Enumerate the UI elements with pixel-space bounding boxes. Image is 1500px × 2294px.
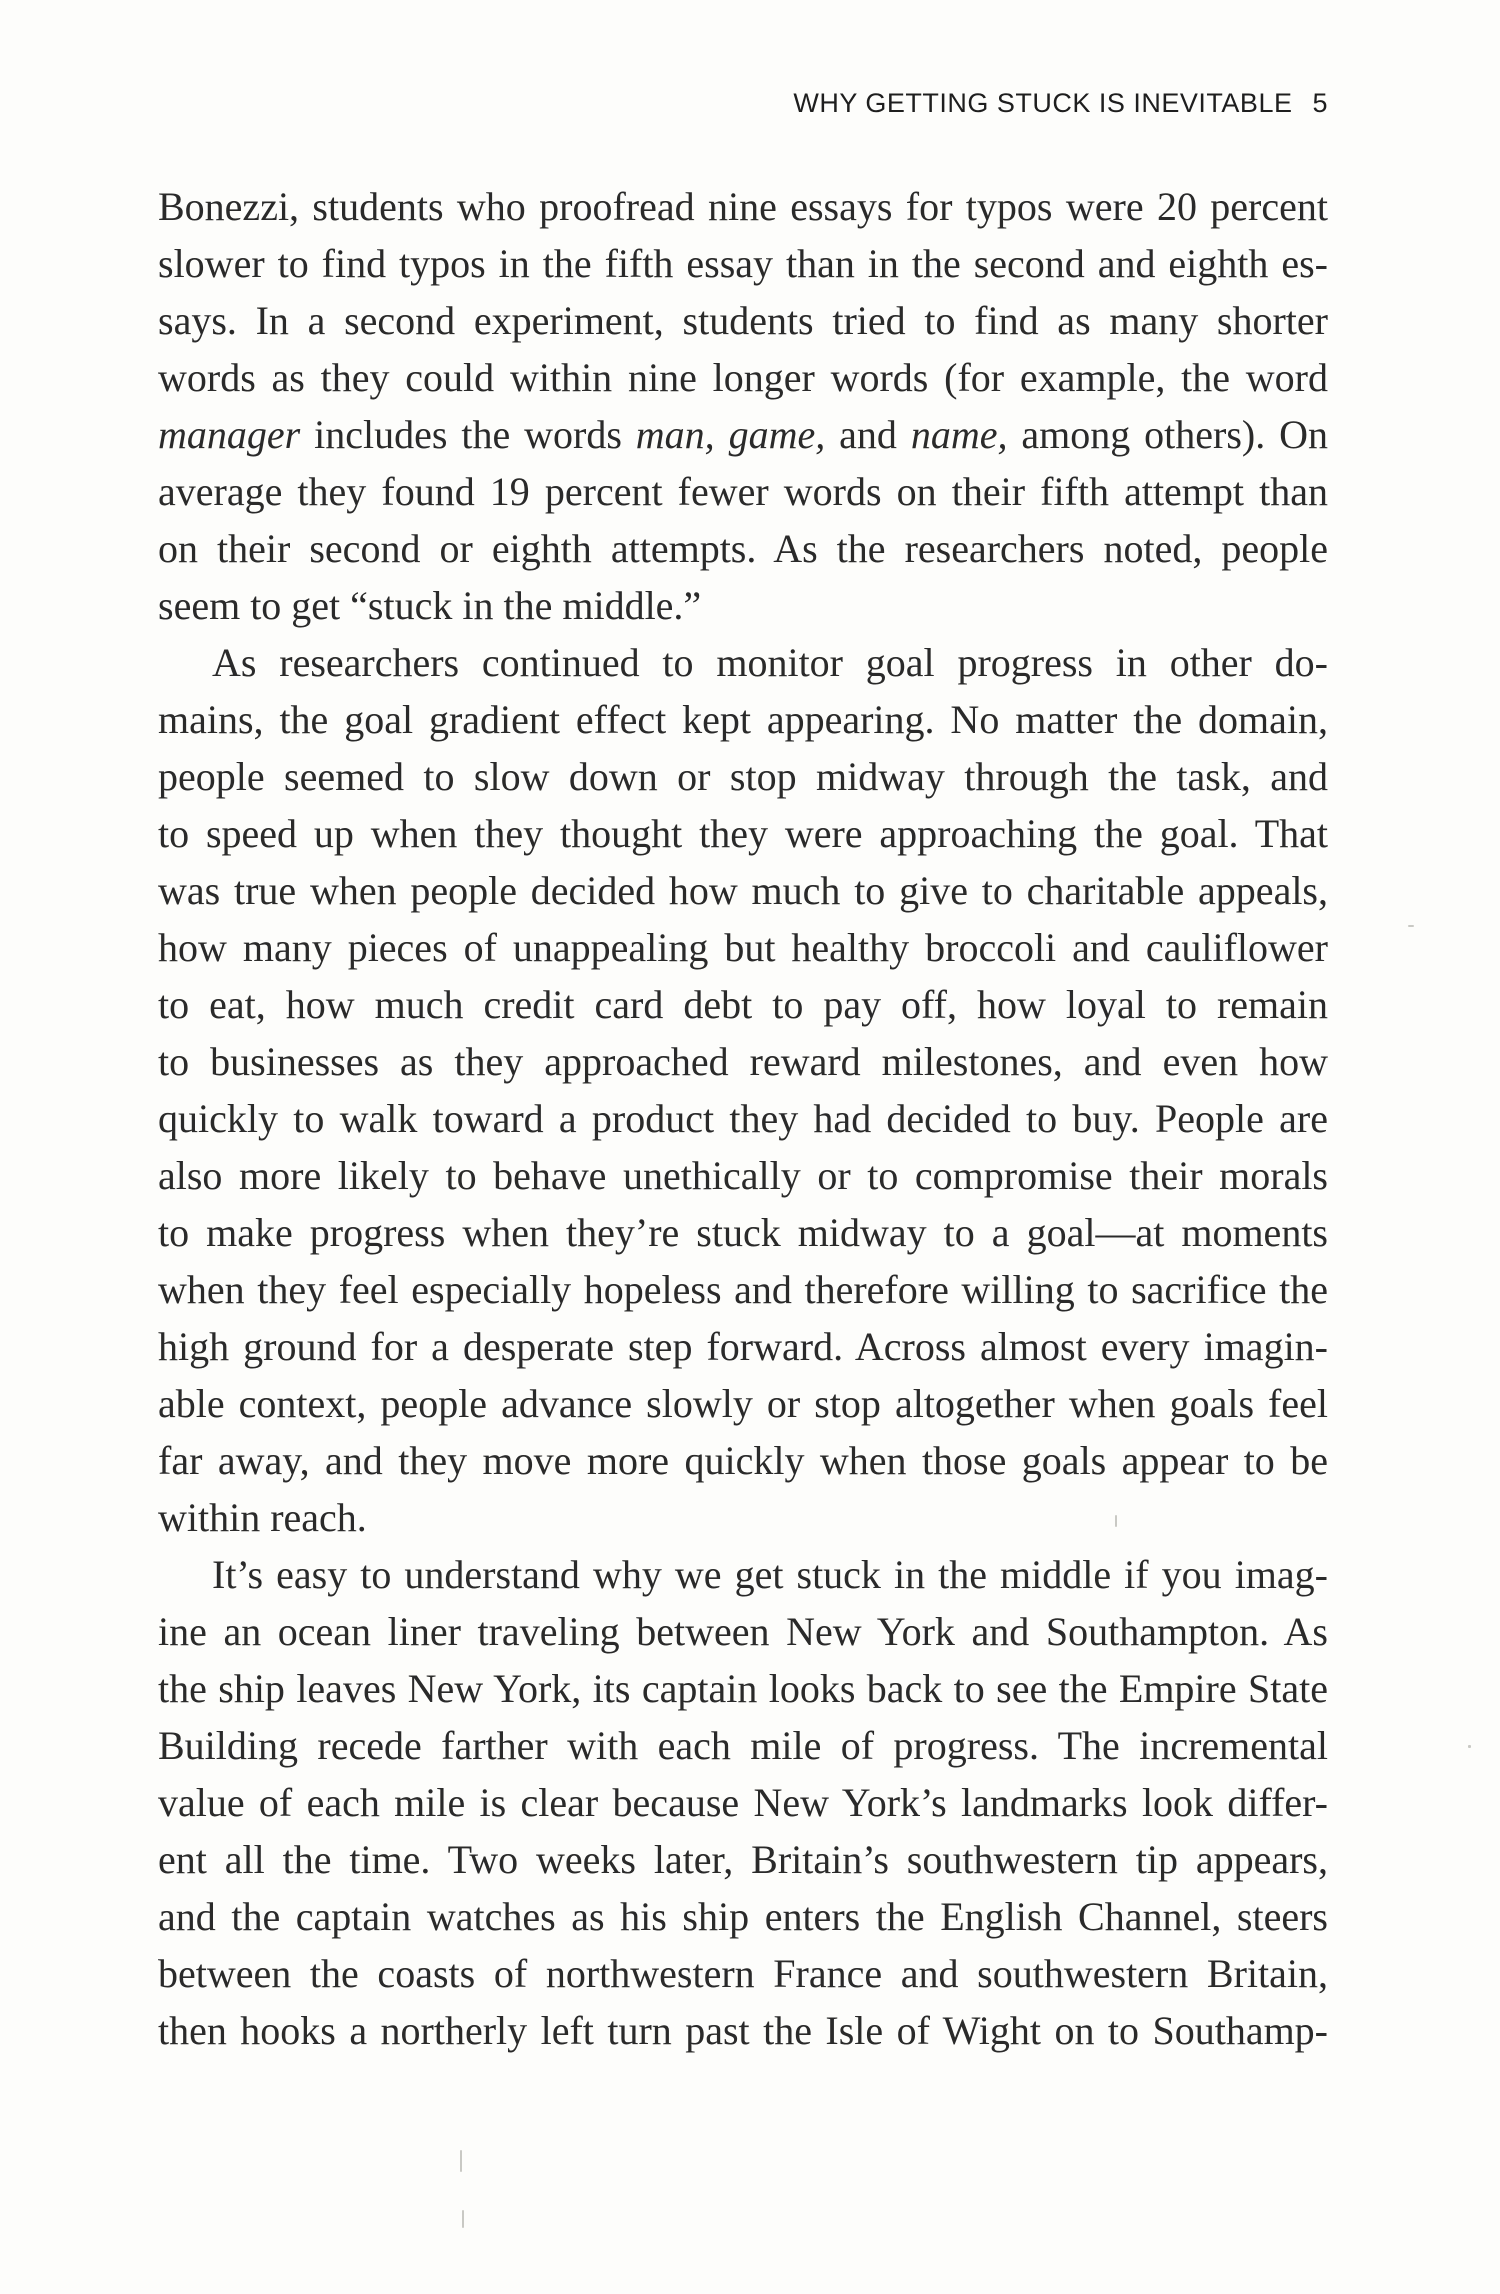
text-line: mains, the goal gradient effect kept appearing. No matter the domain, bbox=[158, 697, 1328, 742]
chapter-title: WHY GETTING STUCK IS INEVITABLE bbox=[793, 88, 1293, 118]
scan-speck bbox=[1468, 1745, 1471, 1748]
text-fragment: and bbox=[839, 412, 897, 457]
text-line: slower to find typos in the fifth essay than in the second and eighth es- bbox=[158, 241, 1328, 286]
italic-word: manager bbox=[158, 412, 301, 457]
scan-speck bbox=[460, 2150, 462, 2172]
text-line-with-italics bbox=[158, 406, 1328, 463]
text-line: then hooks a northerly left turn past the Isle of Wight on to Southamp- bbox=[158, 2008, 1328, 2053]
text-line: ent all the time. Two weeks later, Britain’s southwestern tip appears, bbox=[158, 1837, 1328, 1882]
italic-word: name, bbox=[910, 412, 1008, 457]
text-line: to eat, how much credit card debt to pay off, how loyal to remain bbox=[158, 982, 1328, 1027]
running-head bbox=[158, 88, 1328, 119]
text-line: Bonezzi, students who proofread nine essays for typos were 20 percent bbox=[158, 184, 1328, 229]
text-line: Building recede farther with each mile of progress. The incremental bbox=[158, 1723, 1328, 1768]
text-line: and the captain watches as his ship enters the English Channel, steers bbox=[158, 1894, 1328, 1939]
text-line: to speed up when they thought they were approaching the goal. That bbox=[158, 811, 1328, 856]
text-line: average they found 19 percent fewer words on their fifth attempt than bbox=[158, 469, 1328, 514]
text-line: to businesses as they approached reward milestones, and even how bbox=[158, 1039, 1328, 1084]
paragraph-2 bbox=[158, 634, 1328, 1546]
text-line: seem to get “stuck in the middle.” bbox=[158, 583, 702, 628]
text-line: far away, and they move more quickly when those goals appear to be bbox=[158, 1438, 1328, 1483]
text-line: says. In a second experiment, students tried to find as many shorter bbox=[158, 298, 1328, 343]
scan-speck bbox=[1408, 925, 1414, 927]
scan-speck bbox=[462, 2210, 464, 2228]
text-line: value of each mile is clear because New York’s landmarks look differ- bbox=[158, 1780, 1328, 1825]
italic-word: game, bbox=[728, 412, 826, 457]
text-line: the ship leaves New York, its captain looks back to see the Empire State bbox=[158, 1666, 1328, 1711]
text-line: high ground for a desperate step forward. Across almost every imagin- bbox=[158, 1324, 1328, 1369]
text-line: how many pieces of unappealing but healthy broccoli and cauliflower bbox=[158, 925, 1328, 970]
text-line: on their second or eighth attempts. As the researchers noted, people bbox=[158, 526, 1328, 571]
text-line: It’s easy to understand why we get stuck in the middle if you imag- bbox=[212, 1552, 1328, 1597]
text-line: quickly to walk toward a product they had decided to buy. People are bbox=[158, 1096, 1328, 1141]
text-fragment: among others). On bbox=[1021, 412, 1328, 457]
scan-speck bbox=[1115, 1515, 1117, 1527]
paragraph-1 bbox=[158, 178, 1328, 634]
text-line: was true when people decided how much to give to charitable appeals, bbox=[158, 868, 1328, 913]
text-line: when they feel especially hopeless and therefore willing to sacrifice the bbox=[158, 1267, 1328, 1312]
italic-word: man, bbox=[635, 412, 715, 457]
body-text bbox=[158, 178, 1328, 2059]
text-line: between the coasts of northwestern France and southwestern Britain, bbox=[158, 1951, 1328, 1996]
text-line: also more likely to behave unethically or to compromise their morals bbox=[158, 1153, 1328, 1198]
text-line: words as they could within nine longer words (for example, the word bbox=[158, 355, 1328, 400]
paragraph-3 bbox=[158, 1546, 1328, 2059]
text-line: to make progress when they’re stuck midway to a goal—at moments bbox=[158, 1210, 1328, 1255]
text-line: ine an ocean liner traveling between New York and Southampton. As bbox=[158, 1609, 1328, 1654]
page-number: 5 bbox=[1312, 88, 1328, 118]
text-line: able context, people advance slowly or stop altogether when goals feel bbox=[158, 1381, 1328, 1426]
text-line: As researchers continued to monitor goal progress in other do- bbox=[212, 640, 1328, 685]
text-line: people seemed to slow down or stop midway through the task, and bbox=[158, 754, 1328, 799]
text-line: within reach. bbox=[158, 1495, 367, 1540]
text-fragment: includes the words bbox=[314, 412, 622, 457]
